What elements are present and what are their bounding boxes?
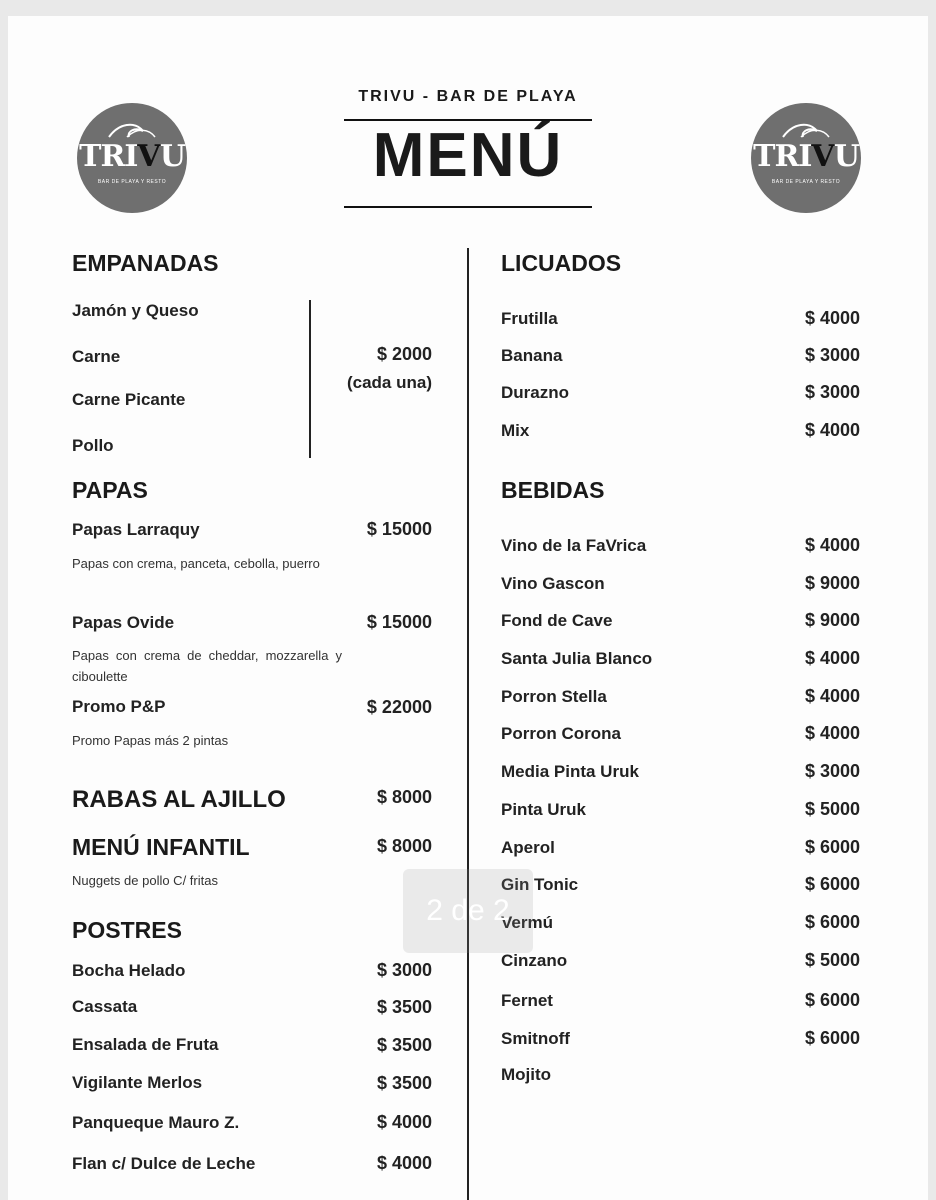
logo-wordmark: TRIVU [79,139,185,174]
bebida-price: $ 4000 [804,686,860,706]
bebida-price: $ 4000 [804,535,860,555]
licuado-price: $ 3000 [804,345,860,365]
licuado-name: Durazno [501,383,569,402]
rabas-price: $ 8000 [376,787,432,807]
papas-item-desc: Papas con crema, panceta, cebolla, puerro [72,556,320,571]
empanadas-price: $ 2000 [376,344,432,364]
section-title-postres: POSTRES [72,917,182,943]
postre-price: $ 3500 [376,997,432,1017]
papas-item-price: $ 15000 [366,612,432,632]
bebida-price: $ 9000 [804,573,860,593]
postre-name: Flan c/ Dulce de Leche [72,1154,256,1173]
logo-tagline: BAR DE PLAYA Y RESTO [771,179,841,185]
section-title-bebidas: BEBIDAS [501,477,605,503]
bebida-name: Vermú [501,913,553,932]
section-title-papas: PAPAS [72,477,148,503]
bebida-price: $ 5000 [804,950,860,970]
logo-tagline: BAR DE PLAYA Y RESTO [97,179,167,185]
postre-price: $ 4000 [376,1153,432,1173]
section-title-rabas: RABAS AL AJILLO [72,786,286,813]
bebida-name: Vino Gascon [501,574,605,593]
postre-name: Bocha Helado [72,961,186,980]
papas-item-desc: Promo Papas más 2 pintas [72,733,229,748]
papas-item-price: $ 22000 [366,697,432,717]
empanadas-price-note: (cada una) [346,373,432,392]
licuado-price: $ 4000 [804,420,860,440]
papas-item-name: Papas Ovide [72,613,175,632]
bebida-name: Gin Tonic [501,875,579,894]
bebida-price: $ 4000 [804,648,860,668]
page-indicator: 2 de 2 [403,869,533,953]
bebida-price: $ 4000 [804,723,860,743]
bebida-price: $ 9000 [804,610,860,630]
infantil-desc: Nuggets de pollo C/ fritas [72,873,218,888]
bebida-name: Vino de la FaVrica [501,536,647,555]
infantil-price: $ 8000 [376,836,432,856]
postre-name: Cassata [72,997,138,1016]
section-title-empanadas: EMPANADAS [72,250,219,276]
logo-wordmark: TRIVU [753,139,859,174]
bebida-name: Santa Julia Blanco [501,649,653,668]
bebida-price: $ 6000 [804,1028,860,1048]
logo-right [751,103,861,213]
papas-item-desc: Papas con crema de cheddar, mozzarella y ciboulette [72,648,342,684]
licuado-name: Mix [501,421,530,440]
postre-name: Ensalada de Fruta [72,1035,219,1054]
bebida-name: Porron Stella [501,687,607,706]
title-rule-bottom [344,206,592,208]
licuado-name: Frutilla [501,309,558,328]
postre-price: $ 4000 [376,1112,432,1132]
empanada-item: Pollo [72,436,114,455]
bebida-price: $ 3000 [804,761,860,781]
bebida-price: $ 6000 [804,874,860,894]
logo-left [77,103,187,213]
postre-name: Vigilante Merlos [72,1073,203,1092]
section-title-infantil: MENÚ INFANTIL [72,834,250,860]
postre-price: $ 3500 [376,1073,432,1093]
empanada-item: Carne [72,347,121,366]
postre-price: $ 3500 [376,1035,432,1055]
brand-subtitle: TRIVU - BAR DE PLAYA [358,88,578,105]
postre-name: Panqueque Mauro Z. [72,1113,240,1132]
bebida-price: $ 5000 [804,799,860,819]
empanada-item: Carne Picante [72,390,186,409]
empanada-item: Jamón y Queso [72,301,199,320]
papas-item-price: $ 15000 [366,519,432,539]
licuado-name: Banana [501,346,563,365]
bebida-name: Media Pinta Uruk [501,762,639,781]
bebida-name: Aperol [501,838,555,857]
licuado-price: $ 3000 [804,382,860,402]
bebida-price: $ 6000 [804,990,860,1010]
bebida-name: Pinta Uruk [501,800,587,819]
wave-icon [751,119,861,141]
bebida-name: Porron Corona [501,724,621,743]
papas-item-name: Promo P&P [72,697,166,716]
licuado-price: $ 4000 [804,308,860,328]
papas-item-name: Papas Larraquy [72,520,200,539]
bebida-price: $ 6000 [804,912,860,932]
bebida-name: Fond de Cave [501,611,613,630]
bebida-name: Mojito [501,1065,552,1084]
bebida-name: Cinzano [501,951,568,970]
wave-icon [77,119,187,141]
section-title-licuados: LICUADOS [501,250,622,276]
page-title: MENÚ [372,121,564,190]
column-divider [467,248,469,1200]
bebida-name: Smitnoff [501,1029,570,1048]
bebida-name: Fernet [501,991,553,1010]
empanadas-bracket [309,300,311,458]
bebida-price: $ 6000 [804,837,860,857]
postre-price: $ 3000 [376,960,432,980]
